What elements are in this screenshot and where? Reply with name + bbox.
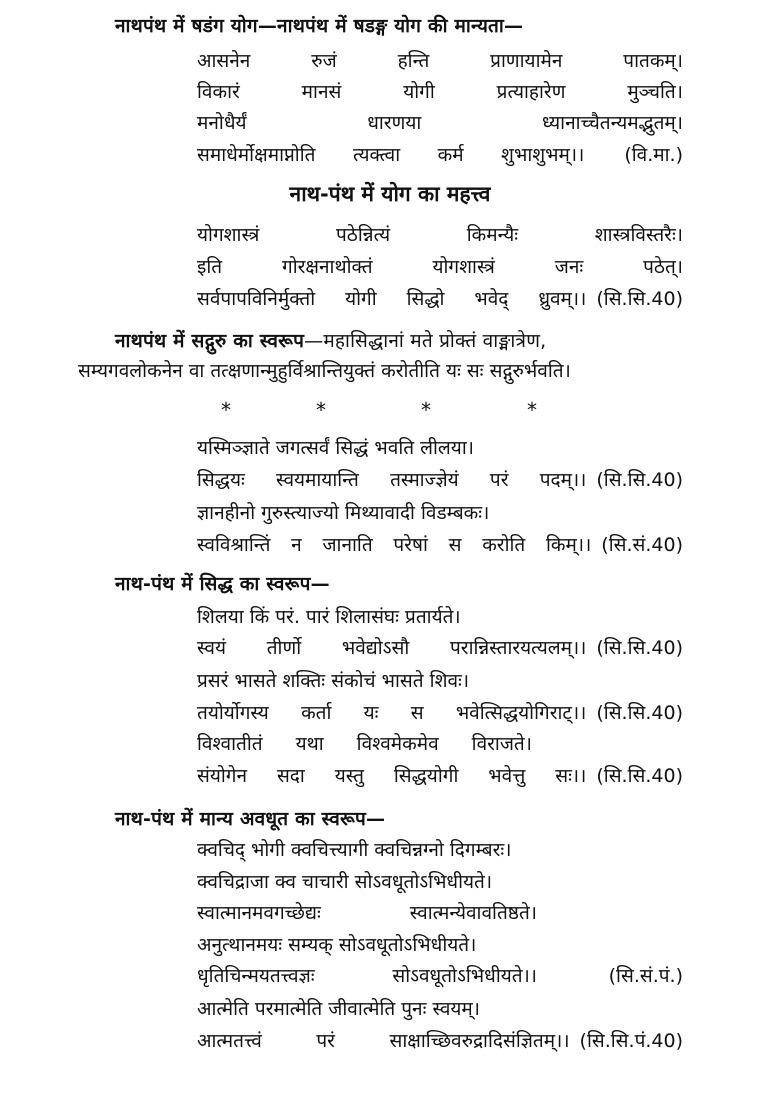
verse-word: यः [363, 702, 379, 724]
section-heading-sadguru [115, 327, 546, 353]
verse-word: सर्वपापविनिर्मुक्तो [197, 288, 316, 310]
verse-line [197, 960, 683, 990]
verse-word: स्वयं [197, 637, 226, 659]
verse-line [197, 464, 683, 494]
verse-word: हन्ति [397, 50, 430, 72]
verse-word: पठेन्नित्यं [336, 224, 391, 246]
verse-word: पातकम्। [623, 50, 683, 72]
heading-continuation: —महासिद्धानां मते प्रोक्तं वाङ्मात्रेण, [304, 330, 547, 352]
prose-line: सम्यगवलोकनेन वा तत्क्षणान्मुहुर्विश्रान्तियुक्तं करोतीति यः सः सद्गुरुर्भवति। [78, 360, 571, 382]
heading-bold: नाथपंथ में षडंग योग [115, 15, 258, 37]
verse-text [197, 531, 591, 557]
verse-text [197, 47, 683, 73]
verse-line [197, 866, 683, 896]
verse-line [197, 219, 683, 249]
verse-word: परान्निस्तारयत्यलम्।। [450, 637, 587, 659]
verse-word: संयोगेन [197, 765, 248, 787]
verse-text [197, 466, 586, 492]
verse-word: विश्वमेकमेव [356, 733, 439, 755]
verse-word: पठेत्। [643, 256, 683, 278]
verse-line [197, 993, 683, 1023]
verse-line [197, 929, 683, 959]
verse-text [197, 899, 537, 925]
verse-word: जनः [554, 256, 584, 278]
verse-line [197, 897, 683, 927]
verse-text: क्वचिद्राजा क्व चाचारी सोऽवधूतोऽभिधीयते। [197, 871, 493, 893]
citation: (सि.सि.40) [596, 288, 683, 310]
section-heading-yoga-importance: नाथ-पंथ में योग का महत्त्व [289, 182, 491, 206]
verse-text [197, 221, 683, 247]
verse-word: स [410, 702, 424, 724]
asterisk: * [421, 398, 431, 422]
verse-word: योगी [345, 288, 377, 310]
verse-text [197, 962, 537, 988]
verse-word: धृतिचिन्मयतत्त्वज्ञः [197, 965, 315, 987]
citation: (सि.सि.40) [596, 765, 683, 787]
verse-line [197, 697, 683, 727]
citation: (सि.सि.40) [596, 637, 683, 659]
citation: (वि.मा.) [624, 144, 683, 166]
verse-word: मुञ्चति। [627, 81, 683, 103]
verse-word: गोरक्षनाथोक्तं [282, 256, 373, 278]
verse-word: रुजं [311, 50, 337, 72]
section-heading-siddha: नाथ-पंथ में सिद्ध का स्वरूप— [115, 573, 330, 595]
verse-text: प्रसरं भासते शक्तिः संकोचं भासते शिवः। [197, 670, 470, 692]
verse-word: भवेत्सिद्धयोगिराट्।। [455, 702, 587, 724]
verse-line [197, 45, 683, 75]
verse-word: किमन्यैः [466, 224, 519, 246]
citation: (सि.सि.40) [596, 469, 683, 491]
verse-word: स [448, 534, 462, 556]
verse-word: तस्माज्ज्ञेयं [390, 469, 459, 491]
verse-word: स्वयमायान्ति [276, 469, 359, 491]
verse-text [197, 699, 586, 725]
verse-line [197, 601, 683, 631]
verse-line [197, 834, 683, 864]
separator-asterisks [0, 398, 780, 422]
verse-line [197, 760, 683, 790]
verse-word: सदा [276, 765, 305, 787]
verse-word: विकारं [197, 81, 240, 103]
asterisk: * [316, 398, 326, 422]
verse-word: शास्त्रविस्तरैः। [594, 224, 683, 246]
verse-word: विश्वातीतं [197, 733, 263, 755]
verse-word: परं [489, 469, 509, 491]
verse-text [197, 634, 586, 660]
verse-line [197, 139, 683, 169]
citation: (सि.सि.पं.40) [579, 1030, 683, 1052]
verse-text: ज्ञानहीनो गुरुस्त्याज्यो मिथ्यावादी विडम्बकः। [197, 502, 490, 524]
verse-word: शुभाशुभम्।। [501, 144, 585, 166]
verse-word: सः।। [555, 765, 587, 787]
verse-word: पदम्।। [539, 469, 587, 491]
verse-word: भवेद्योऽसौ [341, 637, 410, 659]
verse-text [197, 1027, 570, 1053]
verse-word: न [291, 534, 302, 556]
citation: (सि.सं.40) [601, 534, 683, 556]
verse-word: यथा [295, 733, 324, 755]
verse-word: समाधेर्मोक्षमाप्नोति [197, 144, 316, 166]
verse-word: योगशास्त्रं [197, 224, 260, 246]
verse-word: योगी [403, 81, 435, 103]
verse-text [197, 141, 584, 167]
verse-line [197, 728, 683, 758]
verse-text: क्वचिद् भोगी क्वचित्त्यागी क्वचिन्नग्नो दिगम्बरः। [197, 839, 512, 861]
heading-bold: नाथपंथ में सद्गुरु का स्वरूप [115, 330, 305, 352]
verse-word: आत्मतत्त्वं [197, 1030, 262, 1052]
asterisk: * [221, 398, 231, 422]
verse-word: सोऽवधूतोऽभिधीयते।। [392, 965, 537, 987]
verse-word: ध्यानाच्चैतन्यमद्भुतम्। [542, 112, 683, 134]
verse-word: तीर्णो [266, 637, 302, 659]
verse-line [197, 76, 683, 106]
verse-line [197, 283, 683, 313]
verse-text [197, 253, 683, 279]
verse-text [197, 109, 683, 135]
verse-word: भवेद् [474, 288, 509, 310]
verse-word: परं [316, 1030, 335, 1052]
verse-word: स्वात्मन्येवावतिष्ठते। [409, 902, 537, 924]
verse-line [197, 665, 683, 695]
verse-line [197, 632, 683, 662]
verse-word: किम्।। [546, 534, 592, 556]
verse-word: परेषां [393, 534, 428, 556]
verse-text: शिलया किं परं. पारं शिलासंघः प्रतार्यते। [197, 606, 461, 628]
verse-word: विराजते। [471, 733, 532, 755]
verse-word: कर्म [437, 144, 464, 166]
verse-word: इति [197, 256, 223, 278]
verse-word: साक्षाच्छिवरुद्रादिसंज्ञितम्।। [389, 1030, 570, 1052]
verse-word: जानाति [322, 534, 373, 556]
verse-word: तयोर्योगस्य [197, 702, 269, 724]
verse-line [197, 107, 683, 137]
verse-word: मानसं [301, 81, 342, 103]
verse-word: करोति [482, 534, 526, 556]
verse-word: सिद्धयः [197, 469, 245, 491]
verse-word: प्रत्याहारेण [496, 81, 566, 103]
citation: (सि.सि.40) [596, 702, 683, 724]
verse-text [197, 285, 586, 311]
asterisk: * [527, 398, 537, 422]
verse-line [197, 1025, 683, 1055]
verse-word: आसनेन [197, 50, 251, 72]
verse-word: त्यक्त्वा [352, 144, 401, 166]
verse-word: यस्तु [334, 765, 364, 787]
verse-line [197, 497, 683, 527]
verse-text [197, 730, 532, 756]
verse-text [197, 762, 586, 788]
verse-line [197, 251, 683, 281]
verse-word: कर्ता [301, 702, 332, 724]
section-heading-shadanga-yoga [115, 12, 523, 38]
verse-word: स्वविश्रान्तिं [197, 534, 271, 556]
section-heading-avadhuta: नाथ-पंथ में मान्य अवधूत का स्वरूप— [115, 808, 386, 830]
verse-word: प्राणायामेन [490, 50, 563, 72]
heading-subtitle: —नाथपंथ में षडङ्ग योग की मान्यता— [257, 15, 524, 37]
verse-text: आत्मेति परमात्मेति जीवात्मेति पुनः स्वयम्। [197, 998, 480, 1020]
verse-word: सिद्धयोगी [393, 765, 459, 787]
verse-word: स्वात्मानमवगच्छेद्यः [197, 902, 321, 924]
verse-word: धारणया [367, 112, 422, 134]
citation: (सि.सं.पं.) [608, 965, 683, 987]
verse-word: भवेत्तु [488, 765, 526, 787]
verse-line [197, 432, 683, 462]
verse-text: अनुत्थानमयः सम्यक् सोऽवधूतोऽभिधीयते। [197, 934, 477, 956]
verse-line [197, 529, 683, 559]
verse-word: सिद्धो [406, 288, 445, 310]
verse-word: मनोधैर्यं [197, 112, 247, 134]
verse-text: यस्मिञ्ज्ञाते जगत्सर्वं सिद्धं भवति लीलया। [197, 437, 474, 459]
verse-word: ध्रुवम्।। [538, 288, 587, 310]
verse-text [197, 78, 683, 104]
verse-word: योगशास्त्रं [432, 256, 495, 278]
